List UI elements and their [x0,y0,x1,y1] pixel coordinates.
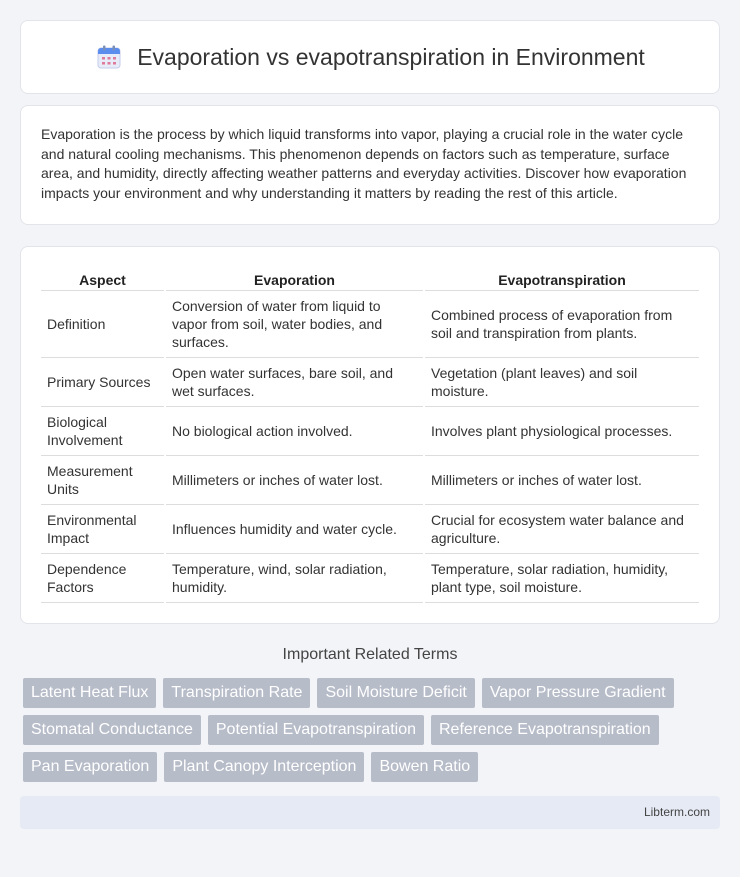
cell-aspect: Primary Sources [41,358,164,407]
cell-evapotranspiration: Millimeters or inches of water lost. [425,456,699,505]
term-tag[interactable]: Stomatal Conductance [23,715,201,745]
page-header [20,20,720,94]
term-tag[interactable]: Vapor Pressure Gradient [482,678,674,708]
cell-evapotranspiration: Vegetation (plant leaves) and soil moisture. [425,358,699,407]
cell-evaporation: Open water surfaces, bare soil, and wet surfaces. [166,358,423,407]
cell-evapotranspiration: Involves plant physiological processes. [425,407,699,456]
table-row [41,407,699,456]
term-tag[interactable]: Plant Canopy Interception [164,752,364,782]
cell-evaporation: Millimeters or inches of water lost. [166,456,423,505]
term-tag[interactable]: Reference Evapotranspiration [431,715,659,745]
table-row [41,505,699,554]
cell-aspect: Definition [41,291,164,358]
cell-evaporation: No biological action involved. [166,407,423,456]
term-tag[interactable]: Latent Heat Flux [23,678,156,708]
header-evaporation: Evaporation [166,269,423,291]
cell-aspect: Environmental Impact [41,505,164,554]
cell-aspect: Biological Involvement [41,407,164,456]
intro-paragraph: Evaporation is the process by which liquid transforms into vapor, playing a crucial role in the water cycle and natural cooling mechanisms. This phenomenon depends on factors such as temperature, surface area, and humidity, directly affecting weather patterns and everyday activities. Discover how evaporation impacts your environment and why understanding it matters by reading the rest of this article. [20,105,720,225]
table-row [41,358,699,407]
cell-aspect: Measurement Units [41,456,164,505]
term-tag[interactable]: Transpiration Rate [163,678,310,708]
term-tag[interactable]: Bowen Ratio [371,752,478,782]
cell-evaporation: Temperature, wind, solar radiation, humidity. [166,554,423,603]
cell-evapotranspiration: Combined process of evaporation from soil and transpiration from plants. [425,291,699,358]
header-aspect: Aspect [41,269,164,291]
comparison-table-card [20,246,720,624]
related-terms-list [20,678,720,782]
cell-evaporation: Influences humidity and water cycle. [166,505,423,554]
table-row [41,456,699,505]
calendar-icon [95,43,123,71]
table-header-row [41,269,699,291]
cell-aspect: Dependence Factors [41,554,164,603]
table-row [41,554,699,603]
footer [20,796,720,829]
related-terms-title: Important Related Terms [282,645,458,663]
cell-evaporation: Conversion of water from liquid to vapor from soil, water bodies, and surfaces. [166,291,423,358]
header-evapotranspiration: Evapotranspiration [425,269,699,291]
term-tag[interactable]: Soil Moisture Deficit [317,678,474,708]
table-row [41,291,699,358]
comparison-table [39,269,701,603]
term-tag[interactable]: Potential Evapotranspiration [208,715,424,745]
term-tag[interactable]: Pan Evaporation [23,752,157,782]
footer-brand-link[interactable]: Libterm.com [643,804,710,819]
page-title: Evaporation vs evapotranspiration in Environment [137,43,645,70]
cell-evapotranspiration: Temperature, solar radiation, humidity, plant type, soil moisture. [425,554,699,603]
cell-evapotranspiration: Crucial for ecosystem water balance and agriculture. [425,505,699,554]
